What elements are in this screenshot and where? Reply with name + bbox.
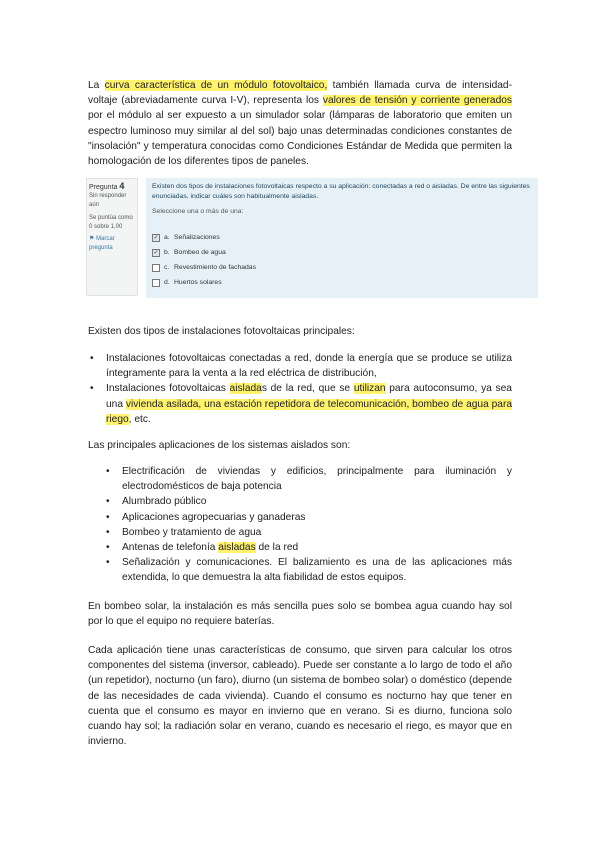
bombeo-paragraph: En bombeo solar, la instalación es más sencilla pues solo se bombea agua cuando hay sol por lo que el equipo no requiere baterías. bbox=[88, 601, 512, 628]
option-d-checkbox[interactable] bbox=[152, 279, 160, 287]
list-item: • Instalaciones fotovoltaicas aisladas de la red, que se utilizan para autoconsumo, ya sea una vivienda asilada, una estación repetidora de telecomunicación, bombeo de agua para riego, etc. bbox=[106, 381, 512, 427]
question-content bbox=[146, 178, 538, 298]
question-info-panel bbox=[86, 178, 138, 296]
option-a[interactable]: ✓ a. Señalizaciones bbox=[153, 234, 220, 242]
quiz-screenshot bbox=[86, 178, 538, 298]
list-item: • Aplicaciones agropecuarias y ganaderas bbox=[122, 510, 512, 525]
highlight-utilizan: utilizan bbox=[353, 383, 386, 395]
flag-question-link[interactable]: ⚑ Marcar pregunta bbox=[89, 236, 115, 251]
flag-icon: ⚑ bbox=[89, 236, 95, 242]
consumo-paragraph: Cada aplicación tiene unas características de consumo, que sirven para calcular los otros componentes del sistema (inversor, cableado). Puede ser constante a lo largo de todo el año (un repetidor), nocturno (un faro), diurno (un sistema de bombeo solar) o doméstico (depende de las necesidades de cada vivienda). Cuando el consumo es nocturno hay que tener en cuenta que el consumo es mayor en invierno que en verano. Si es diurno, funciona solo cuando hay sol; la radiación solar en verano, cuando es necesario el riego, es mayor que en invierno. bbox=[88, 645, 512, 748]
question-score: Se puntúa como 0 sobre 1,00 bbox=[89, 215, 133, 230]
intro-suffix: por el módulo al ser expuesto a un simulador solar (lámparas de laboratorio que emiten un espectro luminoso muy similar al del sol) bajo unas determinadas condiciones constantes de "insolación" y temperatura conocidas como Condiciones Estándar de Medida que permiten la homologación de los diferentes tipos de paneles. bbox=[88, 110, 512, 168]
highlight-aislada: aislada bbox=[229, 383, 262, 395]
list-item: • Bombeo y tratamiento de agua bbox=[122, 525, 512, 540]
list-item: • Antenas de telefonía aisladas de la red bbox=[122, 540, 512, 555]
select-prompt: Seleccione una o más de una: bbox=[152, 208, 244, 216]
apps-heading: Las principales aplicaciones de los sistemas aislados son: bbox=[88, 440, 351, 451]
highlight-curva: curva característica de un módulo fotovoltaico, bbox=[104, 80, 328, 91]
list-item: • Instalaciones fotovoltaicas conectadas a red, donde la energía que se produce se utiliza íntegramente para la venta a la red eléctrica de distribución, bbox=[106, 351, 512, 381]
question-text: Existen dos tipos de instalaciones fotovoltaicas respecto a su aplicación: conectadas a red o aisladas. De entre las siguientes enunciadas, indicar cuáles son habitualmente aisladas. bbox=[152, 183, 530, 200]
highlight-aisladas: aisladas bbox=[218, 542, 256, 554]
option-b[interactable]: ✓ b. Bombeo de agua bbox=[153, 249, 226, 257]
option-c-checkbox[interactable] bbox=[152, 264, 160, 272]
option-a-checkbox[interactable]: ✓ bbox=[153, 235, 159, 241]
intro-mid: también llamada curva de intensidad-voltaje (abreviadamente curva I-V), representa los bbox=[88, 80, 512, 107]
apps-list bbox=[122, 464, 512, 586]
option-b-checkbox[interactable]: ✓ bbox=[153, 250, 159, 256]
intro-paragraph bbox=[88, 78, 512, 169]
highlight-vivienda: vivienda asilada, una estación repetidora de telecomunicación, bombeo de agua para riego bbox=[106, 398, 513, 425]
types-list bbox=[106, 351, 512, 427]
intro-prefix: La bbox=[88, 80, 105, 91]
list-item: • Alumbrado público bbox=[122, 494, 512, 509]
question-number: Pregunta 4 bbox=[89, 181, 125, 191]
highlight-valores: valores de tensión y corriente generados bbox=[322, 95, 512, 107]
option-c[interactable]: c. Revestimiento de fachadas bbox=[152, 262, 256, 274]
list-item: • Electrificación de viviendas y edificios, principalmente para iluminación y electrodomésticos de baja potencia bbox=[122, 464, 512, 494]
question-status: Sin responder aún bbox=[89, 193, 127, 208]
list-item: • Señalización y comunicaciones. El balizamiento es una de las aplicaciones más extendida, lo que demuestra la alta fiabilidad de estos equipos. bbox=[122, 555, 512, 585]
option-d[interactable]: d. Huertos solares bbox=[152, 277, 222, 289]
types-heading: Existen dos tipos de instalaciones fotovoltaicas principales: bbox=[88, 326, 355, 337]
